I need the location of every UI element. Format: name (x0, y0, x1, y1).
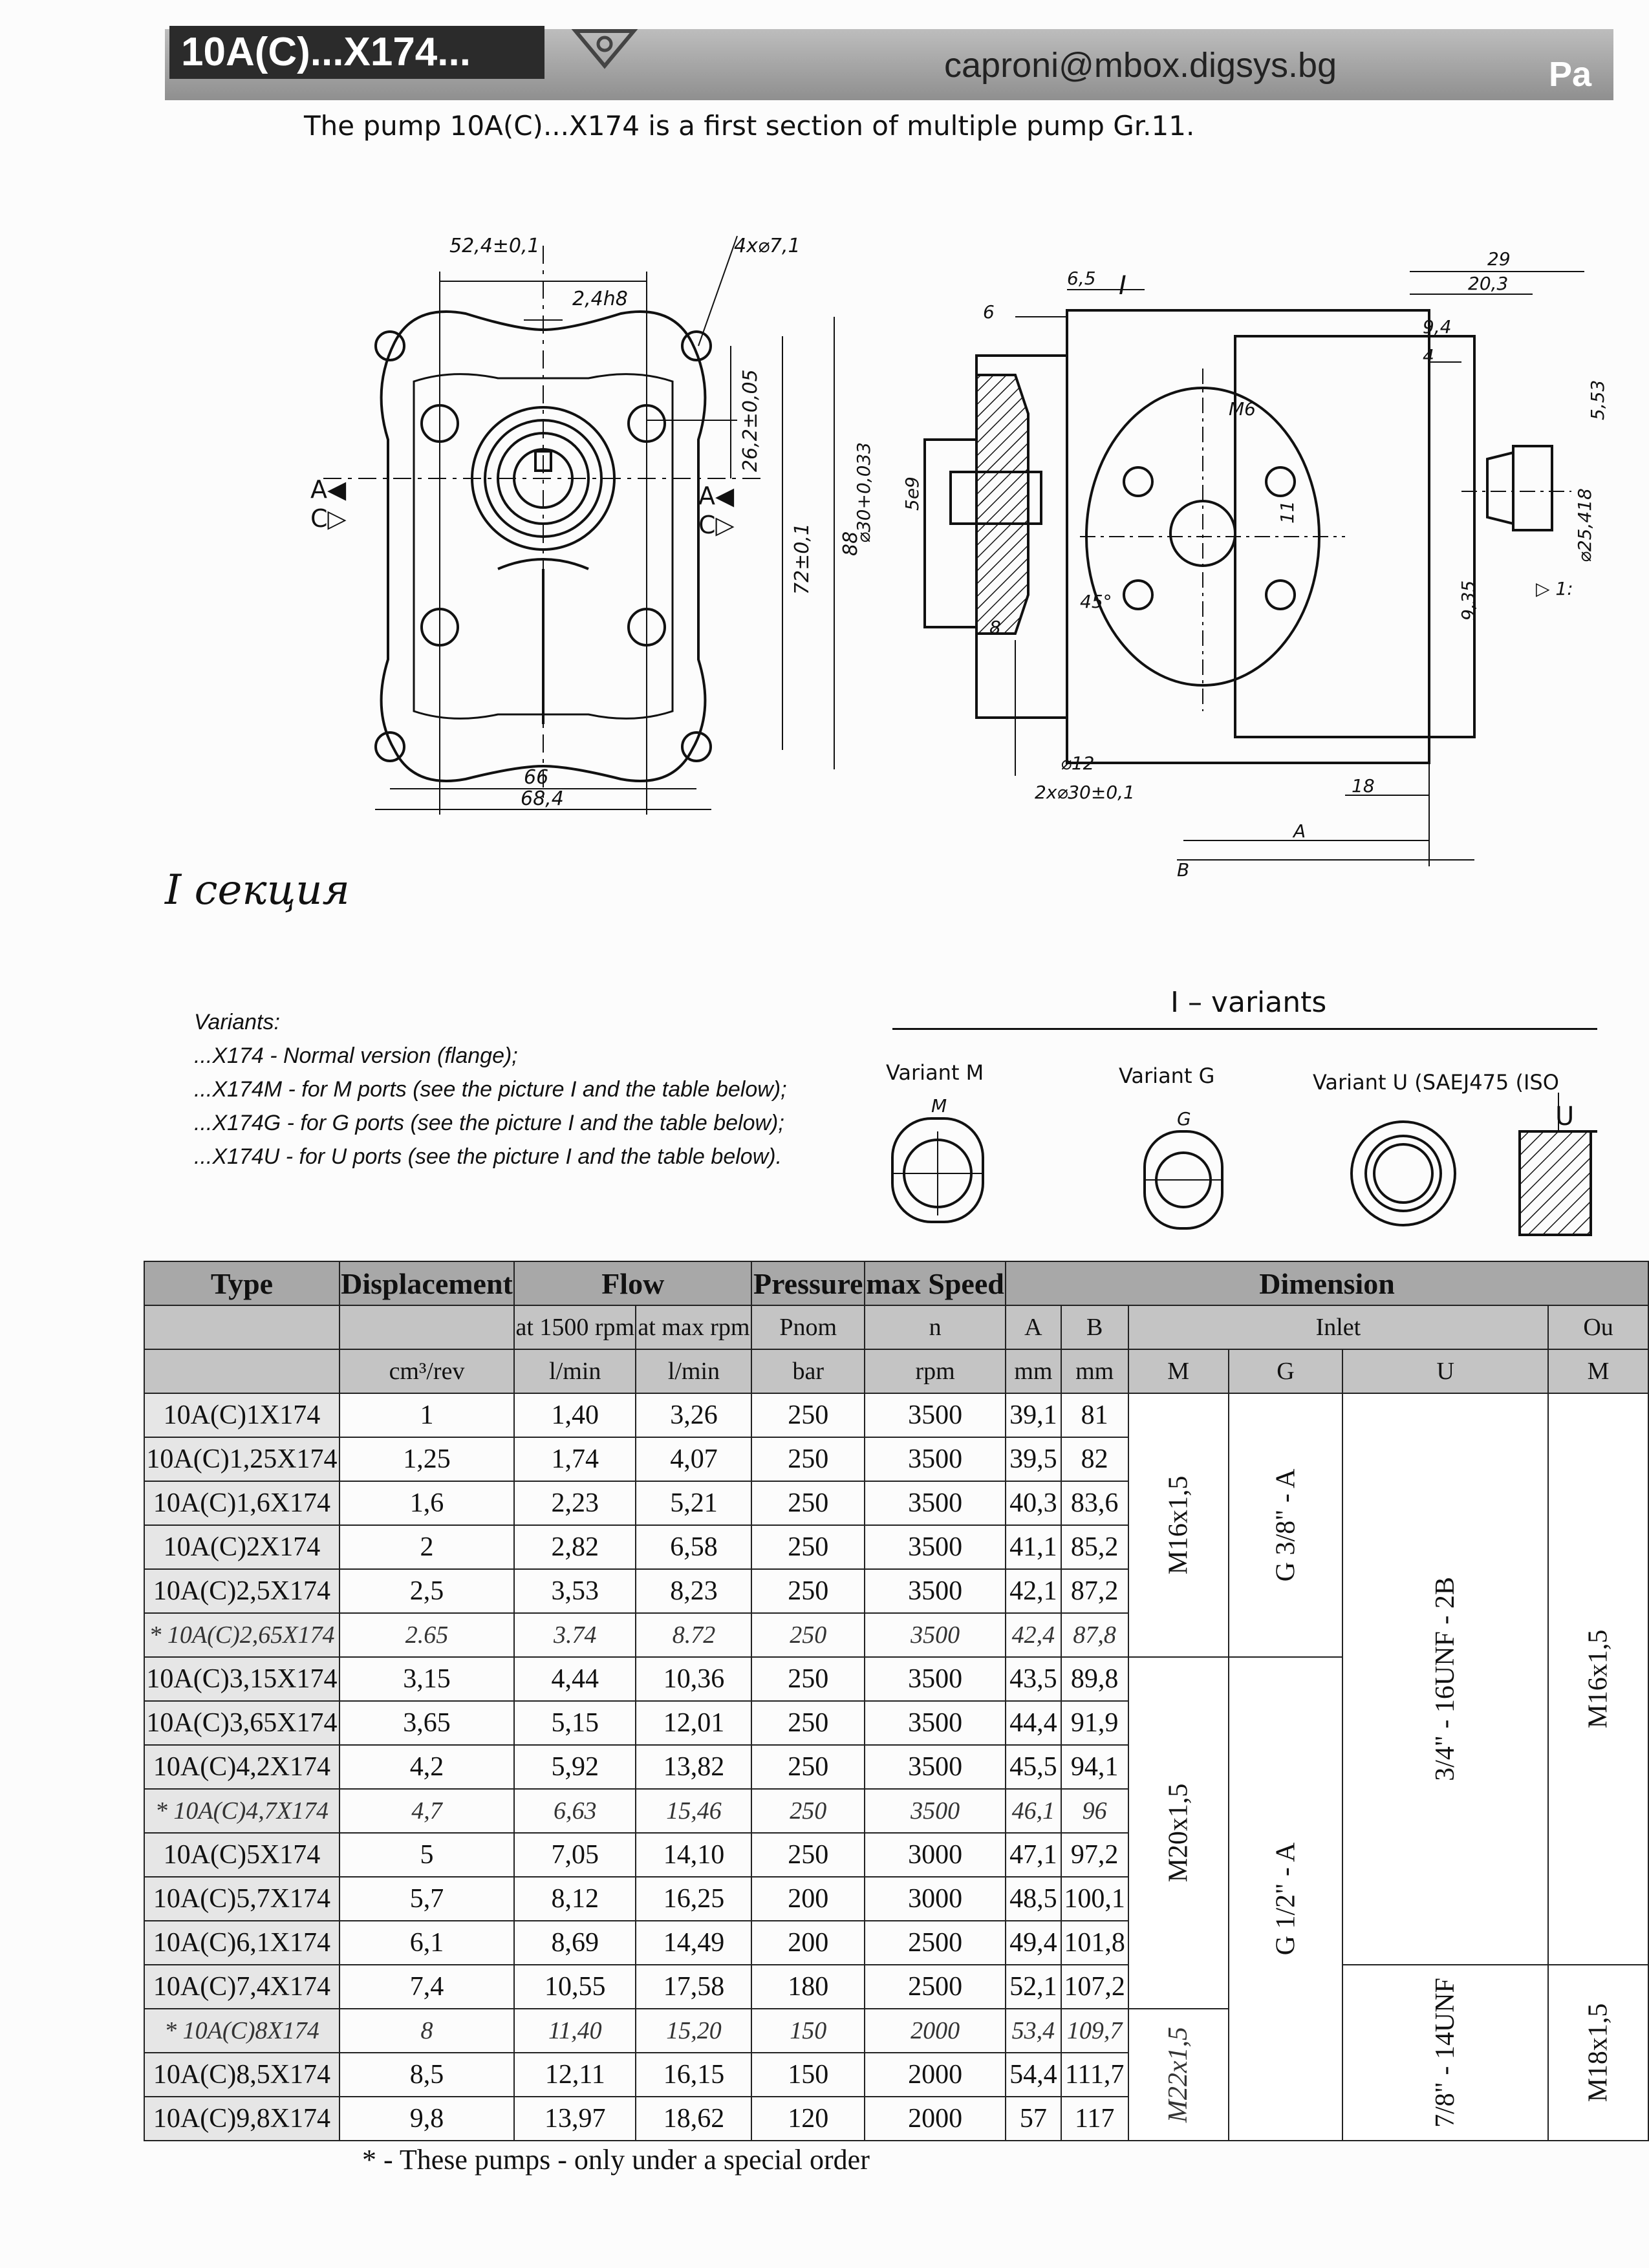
cell-qmax: 6,58 (636, 1525, 751, 1569)
handwritten-section-note: I секция (165, 866, 350, 914)
cell-p: 250 (751, 1613, 865, 1657)
dim-4x7-1: 4x⌀7,1 (734, 235, 801, 257)
col-flow: Flow (514, 1261, 751, 1305)
cell-A: 57 (1006, 2097, 1061, 2141)
port-label-c-right: C▷ (698, 511, 735, 539)
cell-q1500: 3.74 (514, 1613, 636, 1657)
cell-n: 2000 (865, 2009, 1006, 2053)
cell-q1500: 4,44 (514, 1657, 636, 1701)
bolt-hole-bl (376, 733, 404, 761)
header-row-1 (144, 1261, 1648, 1305)
cell-qmax: 13,82 (636, 1745, 751, 1789)
cell-n: 3500 (865, 1393, 1006, 1437)
col-dimension: Dimension (1006, 1261, 1648, 1305)
col-flow-max: at max rpm (636, 1305, 751, 1349)
cell-disp: 3,15 (339, 1657, 514, 1701)
cell-A: 48,5 (1006, 1877, 1061, 1921)
pump-side-view-drawing (841, 246, 1617, 892)
cell-q1500: 8,12 (514, 1877, 636, 1921)
port-variant-drawings (879, 1093, 1597, 1254)
dim-26-2: 26,2±0,05 (739, 369, 762, 472)
merged-cell-outlet-M-2 (1548, 1965, 1648, 2141)
cell-p: 120 (751, 2097, 865, 2141)
cell-A: 39,5 (1006, 1437, 1061, 1481)
cell-A: 49,4 (1006, 1921, 1061, 1965)
dim-d12: ⌀12 (1061, 753, 1095, 774)
col-pressure: Pressure (751, 1261, 865, 1305)
variants-list (194, 1005, 787, 1173)
col-displacement: Displacement (339, 1261, 514, 1305)
cell-B: 83,6 (1061, 1481, 1128, 1525)
cell-type: * 10A(C)4,7X174 (144, 1789, 339, 1833)
cell-qmax: 5,21 (636, 1481, 751, 1525)
cell-q1500: 10,55 (514, 1965, 636, 2009)
cell-type: 10A(C)9,8X174 (144, 2097, 339, 2141)
cell-qmax: 8,23 (636, 1569, 751, 1613)
dim-5-53: 5,53 (1587, 380, 1608, 420)
cell-q1500: 8,69 (514, 1921, 636, 1965)
cell-disp: 7,4 (339, 1965, 514, 2009)
merged-cell-inlet-U-1 (1342, 1393, 1548, 1965)
cell-B: 81 (1061, 1393, 1128, 1437)
cell-B: 91,9 (1061, 1701, 1128, 1745)
cell-qmax: 18,62 (636, 2097, 751, 2141)
cell-n: 3500 (865, 1481, 1006, 1525)
col-n: n (865, 1305, 1006, 1349)
variant-u-tag: U (1555, 1102, 1575, 1131)
dim-68-4: 68,4 (521, 787, 564, 810)
port-label-a-right: A◀ (698, 482, 735, 510)
unit-pressure: bar (751, 1349, 865, 1393)
merged-cell-inlet-U-2 (1342, 1965, 1548, 2141)
unit-b: mm (1061, 1349, 1128, 1393)
merged-label: 3/4" - 16UNF - 2B (1430, 1577, 1461, 1781)
variant-item-normal: ...X174 - Normal version (flange); (194, 1043, 518, 1068)
cell-p: 250 (751, 1833, 865, 1877)
dim-88: 88 (839, 531, 862, 556)
col-flow-1500: at 1500 rpm (514, 1305, 636, 1349)
unit-speed: rpm (865, 1349, 1006, 1393)
dim-2-4h8: 2,4h8 (572, 288, 628, 310)
cell-A: 47,1 (1006, 1833, 1061, 1877)
cell-type: * 10A(C)2,65X174 (144, 1613, 339, 1657)
cell-n: 2500 (865, 1965, 1006, 2009)
cell-p: 200 (751, 1921, 865, 1965)
cell-n: 3500 (865, 1657, 1006, 1701)
merged-cell-inlet-G-1 (1229, 1393, 1343, 1657)
cell-A: 41,1 (1006, 1525, 1061, 1569)
cell-A: 44,4 (1006, 1701, 1061, 1745)
table-row (144, 1393, 1648, 1437)
unit-inlet-g: G (1229, 1349, 1343, 1393)
variant-m-label: Variant M (886, 1060, 984, 1085)
dim-scale-1: ▷ 1: (1536, 578, 1573, 599)
unit-flow-1500: l/min (514, 1349, 636, 1393)
dim-8: 8 (989, 617, 1001, 638)
merged-cell-inlet-G-2 (1229, 1657, 1343, 2141)
dim-6-5: 6,5 (1067, 268, 1096, 289)
cell-qmax: 14,10 (636, 1833, 751, 1877)
cell-n: 3500 (865, 1789, 1006, 1833)
dim-d30: ⌀30+0,033 (853, 442, 874, 543)
header-page-label: Pa (1549, 55, 1592, 94)
dim-5e9: 5e9 (901, 476, 923, 511)
cell-n: 3500 (865, 1701, 1006, 1745)
cell-q1500: 13,97 (514, 2097, 636, 2141)
unit-displacement: cm³/rev (339, 1349, 514, 1393)
cell-n: 3500 (865, 1569, 1006, 1613)
cell-type: 10A(C)2X174 (144, 1525, 339, 1569)
cell-n: 3500 (865, 1613, 1006, 1657)
cell-disp: 8 (339, 2009, 514, 2053)
cell-disp: 2 (339, 1525, 514, 1569)
cell-p: 150 (751, 2009, 865, 2053)
variant-g-tag: G (1177, 1108, 1191, 1129)
cell-B: 117 (1061, 2097, 1128, 2141)
variant-item-g: ...X174G - for G ports (see the picture I and the table below); (194, 1111, 784, 1135)
cell-n: 3500 (865, 1525, 1006, 1569)
cell-n: 2000 (865, 2097, 1006, 2141)
dim-45-deg: 45° (1080, 591, 1112, 612)
cell-B: 87,8 (1061, 1613, 1128, 1657)
cell-A: 42,4 (1006, 1613, 1061, 1657)
cell-type: 10A(C)1,6X174 (144, 1481, 339, 1525)
cell-disp: 8,5 (339, 2053, 514, 2097)
cell-qmax: 17,58 (636, 1965, 751, 2009)
cell-type: 10A(C)7,4X174 (144, 1965, 339, 2009)
dim-b: B (1177, 859, 1190, 881)
cell-B: 85,2 (1061, 1525, 1128, 1569)
cell-n: 3000 (865, 1877, 1006, 1921)
cell-p: 150 (751, 2053, 865, 2097)
cell-disp: 9,8 (339, 2097, 514, 2141)
cell-type: 10A(C)3,15X174 (144, 1657, 339, 1701)
header-email: caproni@mbox.digsys.bg (944, 46, 1337, 85)
port-label-a-left: A◀ (310, 475, 347, 504)
cell-qmax: 10,36 (636, 1657, 751, 1701)
header-row-units (144, 1349, 1648, 1393)
bolt-hole-br (682, 733, 711, 761)
dim-66: 66 (524, 766, 549, 789)
cell-B: 89,8 (1061, 1657, 1128, 1701)
variant-g-label: Variant G (1119, 1064, 1215, 1088)
unit-inlet-m: M (1128, 1349, 1229, 1393)
cell-qmax: 15,46 (636, 1789, 751, 1833)
model-code-title: 10A(C)...X174... (169, 26, 544, 79)
variant-m-tag: M (931, 1095, 947, 1117)
cell-n: 3500 (865, 1437, 1006, 1481)
dim-11: 11 (1277, 500, 1298, 524)
dim-29: 29 (1487, 248, 1511, 270)
cell-type: 10A(C)1X174 (144, 1393, 339, 1437)
unit-outlet-m: M (1548, 1349, 1648, 1393)
cell-qmax: 12,01 (636, 1701, 751, 1745)
cell-q1500: 3,53 (514, 1569, 636, 1613)
cell-n: 3000 (865, 1833, 1006, 1877)
cell-type: 10A(C)5X174 (144, 1833, 339, 1877)
cell-type: 10A(C)1,25X174 (144, 1437, 339, 1481)
unit-inlet-u: U (1342, 1349, 1548, 1393)
dim-6: 6 (983, 301, 995, 323)
cell-qmax: 4,07 (636, 1437, 751, 1481)
dim-a: A (1293, 820, 1306, 842)
cell-disp: 5,7 (339, 1877, 514, 1921)
col-max-speed: max Speed (865, 1261, 1006, 1305)
cell-p: 250 (751, 1393, 865, 1437)
cell-disp: 2.65 (339, 1613, 514, 1657)
cell-n: 2000 (865, 2053, 1006, 2097)
unit-a: mm (1006, 1349, 1061, 1393)
cell-B: 107,2 (1061, 1965, 1128, 2009)
cell-type: 10A(C)2,5X174 (144, 1569, 339, 1613)
cell-type: 10A(C)6,1X174 (144, 1921, 339, 1965)
pump-front-view-drawing (285, 233, 867, 828)
table-row (144, 1965, 1648, 2009)
col-outlet: Ou (1548, 1305, 1648, 1349)
merged-label: M16x1,5 (1163, 1475, 1194, 1575)
cell-q1500: 2,82 (514, 1525, 636, 1569)
cell-type: 10A(C)4,2X174 (144, 1745, 339, 1789)
cell-p: 250 (751, 1745, 865, 1789)
cell-B: 109,7 (1061, 2009, 1128, 2053)
cell-q1500: 2,23 (514, 1481, 636, 1525)
cell-p: 180 (751, 1965, 865, 2009)
cell-q1500: 5,92 (514, 1745, 636, 1789)
cell-B: 96 (1061, 1789, 1128, 1833)
unit-flow-max: l/min (636, 1349, 751, 1393)
merged-label: G 1/2" - A (1270, 1842, 1300, 1956)
cell-A: 53,4 (1006, 2009, 1061, 2053)
cell-disp: 1 (339, 1393, 514, 1437)
dim-72: 72±0,1 (791, 522, 814, 595)
variants-title: Variants: (194, 1010, 280, 1034)
cell-qmax: 14,49 (636, 1921, 751, 1965)
footnote-special-order: * - These pumps - only under a special order (362, 2144, 870, 2176)
variant-u-label: Variant U (SAEJ475 (ISO (1313, 1070, 1559, 1095)
cell-A: 52,1 (1006, 1965, 1061, 2009)
cell-type: 10A(C)5,7X174 (144, 1877, 339, 1921)
cell-B: 101,8 (1061, 1921, 1128, 1965)
intro-text: The pump 10A(C)...X174 is a first section of multiple pump Gr.11. (304, 110, 1195, 142)
cell-p: 200 (751, 1877, 865, 1921)
cell-disp: 5 (339, 1833, 514, 1877)
dim-4: 4 (1423, 345, 1434, 367)
dim-m6: M6 (1229, 398, 1256, 420)
merged-label: 7/8" - 14UNF (1430, 1978, 1461, 2128)
merged-cell-inlet-M-1 (1128, 1393, 1229, 1657)
dim-2x30: 2x⌀30±0,1 (1035, 782, 1135, 803)
cell-A: 43,5 (1006, 1657, 1061, 1701)
cell-B: 94,1 (1061, 1745, 1128, 1789)
cell-B: 82 (1061, 1437, 1128, 1481)
i-variants-rule (892, 1028, 1597, 1030)
merged-label: M16x1,5 (1583, 1629, 1613, 1729)
cell-disp: 4,2 (339, 1745, 514, 1789)
cell-qmax: 16,25 (636, 1877, 751, 1921)
header-row-2 (144, 1305, 1648, 1349)
cell-q1500: 12,11 (514, 2053, 636, 2097)
cell-B: 111,7 (1061, 2053, 1128, 2097)
dim-d25-418: ⌀25,418 (1574, 488, 1595, 562)
merged-label: M22x1,5 (1163, 2026, 1194, 2123)
pump-spec-table (144, 1261, 1649, 2141)
spec-table-body (144, 1393, 1648, 2141)
col-pnom: Pnom (751, 1305, 865, 1349)
dim-i-label: I (1119, 271, 1126, 301)
cell-qmax: 16,15 (636, 2053, 751, 2097)
cell-p: 250 (751, 1657, 865, 1701)
cell-disp: 1,6 (339, 1481, 514, 1525)
cell-disp: 3,65 (339, 1701, 514, 1745)
dim-20-3: 20,3 (1468, 273, 1509, 294)
col-inlet: Inlet (1128, 1305, 1548, 1349)
dim-18: 18 (1352, 775, 1375, 797)
col-a: A (1006, 1305, 1061, 1349)
dim-9-4: 9,4 (1423, 316, 1452, 337)
merged-label: M20x1,5 (1163, 1783, 1194, 1883)
port-label-c-left: C▷ (310, 504, 347, 533)
cell-A: 46,1 (1006, 1789, 1061, 1833)
cell-q1500: 6,63 (514, 1789, 636, 1833)
cell-B: 100,1 (1061, 1877, 1128, 1921)
cell-q1500: 5,15 (514, 1701, 636, 1745)
cell-B: 97,2 (1061, 1833, 1128, 1877)
merged-cell-outlet-M-1 (1548, 1393, 1648, 1965)
cell-p: 250 (751, 1701, 865, 1745)
cell-qmax: 3,26 (636, 1393, 751, 1437)
cell-p: 250 (751, 1437, 865, 1481)
cell-A: 45,5 (1006, 1745, 1061, 1789)
company-logo-icon (569, 26, 640, 71)
cell-qmax: 15,20 (636, 2009, 751, 2053)
cell-A: 42,1 (1006, 1569, 1061, 1613)
cell-n: 3500 (865, 1745, 1006, 1789)
cell-q1500: 1,40 (514, 1393, 636, 1437)
cell-p: 250 (751, 1789, 865, 1833)
cell-n: 2500 (865, 1921, 1006, 1965)
cell-disp: 6,1 (339, 1921, 514, 1965)
cell-B: 87,2 (1061, 1569, 1128, 1613)
cell-disp: 2,5 (339, 1569, 514, 1613)
merged-label: M18x1,5 (1583, 2003, 1613, 2102)
cell-p: 250 (751, 1481, 865, 1525)
merged-cell-inlet-M-3 (1128, 2009, 1229, 2141)
variant-item-m: ...X174M - for M ports (see the picture I and the table below); (194, 1077, 787, 1102)
dim-9-35: 9,35 (1458, 580, 1479, 621)
cell-q1500: 11,40 (514, 2009, 636, 2053)
cell-disp: 1,25 (339, 1437, 514, 1481)
cell-type: 10A(C)8,5X174 (144, 2053, 339, 2097)
merged-label: G 3/8" - A (1270, 1468, 1300, 1582)
col-type: Type (144, 1261, 339, 1305)
cell-p: 250 (751, 1525, 865, 1569)
cell-qmax: 8.72 (636, 1613, 751, 1657)
col-b: B (1061, 1305, 1128, 1349)
cell-q1500: 1,74 (514, 1437, 636, 1481)
cell-A: 40,3 (1006, 1481, 1061, 1525)
cell-type: * 10A(C)8X174 (144, 2009, 339, 2053)
merged-cell-inlet-M-2 (1128, 1657, 1229, 2009)
variant-item-u: ...X174U - for U ports (see the picture I and the table below). (194, 1144, 782, 1169)
cell-A: 54,4 (1006, 2053, 1061, 2097)
dim-52-4: 52,4±0,1 (449, 235, 540, 257)
cell-p: 250 (751, 1569, 865, 1613)
i-variants-title: I – variants (1170, 986, 1327, 1019)
cell-q1500: 7,05 (514, 1833, 636, 1877)
cell-A: 39,1 (1006, 1393, 1061, 1437)
cell-disp: 4,7 (339, 1789, 514, 1833)
cell-type: 10A(C)3,65X174 (144, 1701, 339, 1745)
